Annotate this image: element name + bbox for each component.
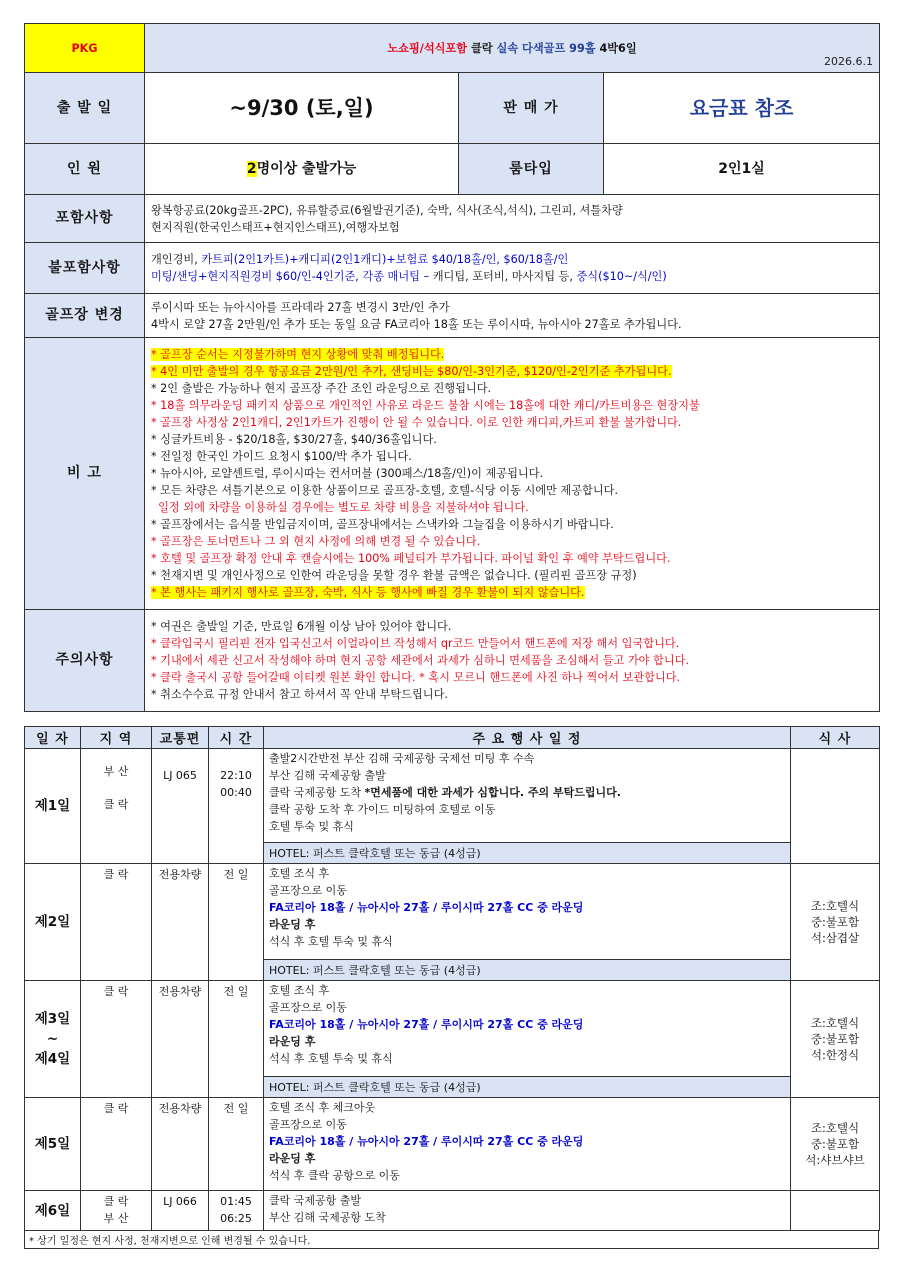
document bbox=[24, 23, 879, 1249]
time-cell: 22:10 00:40 bbox=[209, 749, 264, 864]
departure-label: 출 발 일 bbox=[25, 73, 145, 144]
time-cell: 전 일 bbox=[209, 864, 264, 981]
day-label: 제3일 ~ 제4일 bbox=[25, 981, 81, 1098]
course-change-text: 루이시따 또는 뉴아시아를 프라데라 27홀 변경시 3만/인 추가 4박시 로얄 27홀 2만원/인 추가 또는 동일 요금 FA코리아 18홀 또는 루이시따, 뉴아시아 27홀로 추가됩니다. bbox=[145, 294, 880, 338]
room-value: 2인1실 bbox=[604, 144, 880, 195]
table-row bbox=[25, 1098, 880, 1191]
meal-cell: 조:호텔식 중:불포함 석:삼겹살 bbox=[791, 864, 880, 981]
schedule-cell: 클락 국제공항 출발 부산 김해 국제공항 도착 bbox=[264, 1191, 791, 1231]
col-header-day: 일 자 bbox=[25, 727, 81, 749]
include-text: 왕복항공료(20kg골프-2PC), 유류할증료(6월발권기준), 숙박, 식사(조식,석식), 그린피, 셔틀차량 현지직원(한국인스태프+현지인스태프),여행자보험 bbox=[145, 195, 880, 243]
departure-value: ~9/30 (토,일) bbox=[145, 73, 459, 144]
list-item: * 여권은 출발일 기준, 만료일 6개월 이상 남아 있어야 합니다. bbox=[151, 620, 452, 633]
col-header-time: 시 간 bbox=[209, 727, 264, 749]
day-label: 제1일 bbox=[25, 749, 81, 864]
list-item: * 싱글카트비용 - $20/18홀, $30/27홀, $40/36홀입니다. bbox=[151, 433, 437, 446]
exclude-text: 개인경비, 카트피(2인1카트)+캐디피(2인1캐디)+보험료 $40/18홀/인, $60/18홀/인 미팅/샌딩+현지직원경비 $60/인-4인기준, 각종 매너팁 – 캐디팁, 포터비, 마사지팁 등, 중식($10~/식/인) bbox=[145, 243, 880, 294]
list-item: * 취소수수료 규정 안내서 참고 하셔서 꼭 안내 부탁드립니다. bbox=[151, 688, 448, 701]
region-cell: 부 산 클 락 bbox=[81, 749, 152, 864]
hotel-cell: HOTEL: 퍼스트 클락호텔 또는 동급 (4성급) bbox=[264, 1077, 791, 1098]
include-label: 포함사항 bbox=[25, 195, 145, 243]
day-label: 제6일 bbox=[25, 1191, 81, 1231]
day-label: 제5일 bbox=[25, 1098, 81, 1191]
hotel-cell: HOTEL: 퍼스트 클락호텔 또는 동급 (4성급) bbox=[264, 843, 791, 864]
notice-label: 주의사항 bbox=[25, 610, 145, 712]
list-item: * 골프장에서는 음식물 반입금지이며, 골프장내에서는 스낵카와 그늘집을 이용하시기 바랍니다. bbox=[151, 518, 614, 531]
table-row bbox=[25, 981, 880, 1077]
schedule-cell: 호텔 조식 후 골프장으로 이동 FA코리아 18홀 / 뉴아시아 27홀 / 루이시따 27홀 CC 중 라운딩 라운딩 후 석식 후 호텔 투숙 및 휴식 bbox=[264, 981, 791, 1077]
itinerary-footnote: * 상기 일정은 현지 사정, 천재지변으로 인해 변경될 수 있습니다. bbox=[24, 1231, 879, 1249]
schedule-cell: 호텔 조식 후 골프장으로 이동 FA코리아 18홀 / 뉴아시아 27홀 / 루이시따 27홀 CC 중 라운딩 라운딩 후 석식 후 호텔 투숙 및 휴식 bbox=[264, 864, 791, 960]
price-value: 요금표 참조 bbox=[604, 73, 880, 144]
meal-cell: 조:호텔식 중:불포함 석:샤브샤브 bbox=[791, 1098, 880, 1191]
list-item: * 뉴아시아, 로얄센트럴, 루이시따는 컨서머블 (300페스/18홀/인)이 제공됩니다. bbox=[151, 467, 544, 480]
notice-list bbox=[145, 610, 880, 712]
people-value: 2명이상 출발가능 bbox=[145, 144, 459, 195]
package-title: 노쇼핑/석식포함 클락 실속 다색골프 99홀 4박6일 2026.6.1 bbox=[145, 24, 880, 73]
list-item: * 전일정 한국인 가이드 요청시 $100/박 추가 됩니다. bbox=[151, 450, 412, 463]
col-header-meal: 식 사 bbox=[791, 727, 880, 749]
list-item: * 본 행사는 패키지 행사로 골프장, 숙박, 식사 등 행사에 빠질 경우 환불이 되지 않습니다. bbox=[151, 586, 585, 599]
transport-cell: 전용차량 bbox=[152, 864, 209, 981]
remarks-label: 비 고 bbox=[25, 338, 145, 610]
itinerary-table bbox=[24, 726, 880, 1231]
col-header-region: 지 역 bbox=[81, 727, 152, 749]
package-info-table bbox=[24, 23, 880, 712]
document-date: 2026.6.1 bbox=[824, 55, 874, 68]
people-label: 인 원 bbox=[25, 144, 145, 195]
meal-cell: 조:호텔식 중:불포함 석:한정식 bbox=[791, 981, 880, 1098]
list-item: * 호텔 및 골프장 확정 안내 후 캔슬시에는 100% 페널티가 부가됩니다. 파이널 확인 후 예약 부탁드립니다. bbox=[151, 552, 671, 565]
schedule-cell: 출발2시간반전 부산 김해 국제공항 국제선 미팅 후 수속 부산 김해 국제공항 출발 클락 국제공항 도착 *면세품에 대한 과세가 심합니다. 주의 부탁드립니다. 클락 공항 도착 후 가이드 미팅하여 호텔로 이동 호텔 투숙 및 휴식 bbox=[264, 749, 791, 843]
hotel-cell: HOTEL: 퍼스트 클락호텔 또는 동급 (4성급) bbox=[264, 960, 791, 981]
room-label: 룸타입 bbox=[459, 144, 604, 195]
transport-cell: LJ 065 bbox=[152, 749, 209, 864]
transport-cell: 전용차량 bbox=[152, 981, 209, 1098]
list-item: * 천재지변 및 개인사정으로 인한여 라운딩을 못할 경우 환불 금액은 없습니다. (필리핀 골프장 규정) bbox=[151, 569, 637, 582]
transport-cell: 전용차량 bbox=[152, 1098, 209, 1191]
list-item: * 골프장 사정상 2인1캐디, 2인1카트가 진행이 안 될 수 있습니다. 이로 인한 캐디피,카트피 환불 불가합니다. bbox=[151, 416, 682, 429]
col-header-schedule: 주 요 행 사 일 정 bbox=[264, 727, 791, 749]
remarks-list bbox=[145, 338, 880, 610]
exclude-label: 불포함사항 bbox=[25, 243, 145, 294]
price-label: 판 매 가 bbox=[459, 73, 604, 144]
region-cell: 클 락 bbox=[81, 864, 152, 981]
time-cell: 전 일 bbox=[209, 981, 264, 1098]
col-header-transport: 교통편 bbox=[152, 727, 209, 749]
table-row bbox=[25, 1191, 880, 1231]
list-item: * 클락 출국시 공항 들어갈때 이티켓 원본 확인 합니다. * 혹시 모르니 핸드폰에 사진 하나 찍어서 보관합니다. bbox=[151, 671, 681, 684]
pkg-badge: PKG bbox=[25, 24, 145, 73]
list-item: * 18홀 의무라운딩 패키지 상품으로 개인적인 사유로 라운드 불참 시에는 18홀에 대한 캐디/카트비용은 현장지불 bbox=[151, 399, 700, 412]
day-label: 제2일 bbox=[25, 864, 81, 981]
time-cell: 01:45 06:25 bbox=[209, 1191, 264, 1231]
region-cell: 클 락 부 산 bbox=[81, 1191, 152, 1231]
meal-cell bbox=[791, 749, 880, 864]
list-item: * 2인 출발은 가능하나 현지 골프장 주간 조인 라운딩으로 진행됩니다. bbox=[151, 382, 492, 395]
course-change-label: 골프장 변경 bbox=[25, 294, 145, 338]
list-item: * 골프장은 토너먼트나 그 외 현지 사정에 의해 변경 될 수 있습니다. bbox=[151, 535, 481, 548]
table-row bbox=[25, 749, 880, 843]
transport-cell: LJ 066 bbox=[152, 1191, 209, 1231]
schedule-cell: 호텔 조식 후 체크아웃 골프장으로 이동 FA코리아 18홀 / 뉴아시아 27홀 / 루이시따 27홀 CC 중 라운딩 라운딩 후 석식 후 클락 공항으로 이동 bbox=[264, 1098, 791, 1191]
list-item: * 클락입국시 필리핀 전자 입국신고서 이얼라이브 작성해서 qr코드 만들어서 핸드폰에 저장 해서 입국합니다. bbox=[151, 637, 680, 650]
region-cell: 클 락 bbox=[81, 1098, 152, 1191]
list-item: * 모든 차량은 셔틀기본으로 이용한 상품이므로 골프장-호텔, 호텔-식당 이동 시에만 제공합니다. bbox=[151, 484, 619, 497]
region-cell: 클 락 bbox=[81, 981, 152, 1098]
time-cell: 전 일 bbox=[209, 1098, 264, 1191]
meal-cell bbox=[791, 1191, 880, 1231]
table-row bbox=[25, 864, 880, 960]
list-item: * 기내에서 세관 신고서 작성해야 하며 현지 공항 세관에서 과세가 심하니 면세품을 조심해서 들고 가야 합니다. bbox=[151, 654, 690, 667]
list-item: * 골프장 순서는 지정불가하며 현지 상황에 맞춰 배정됩니다. bbox=[151, 348, 445, 361]
list-item: 일정 외에 차량을 이용하실 경우에는 별도로 차량 비용을 지불하셔야 됩니다. bbox=[151, 501, 529, 514]
list-item: * 4인 미만 출발의 경우 항공요금 2만원/인 추가, 샌딩비는 $80/인-3인기준, $120/인-2인기준 추가됩니다. bbox=[151, 365, 672, 378]
